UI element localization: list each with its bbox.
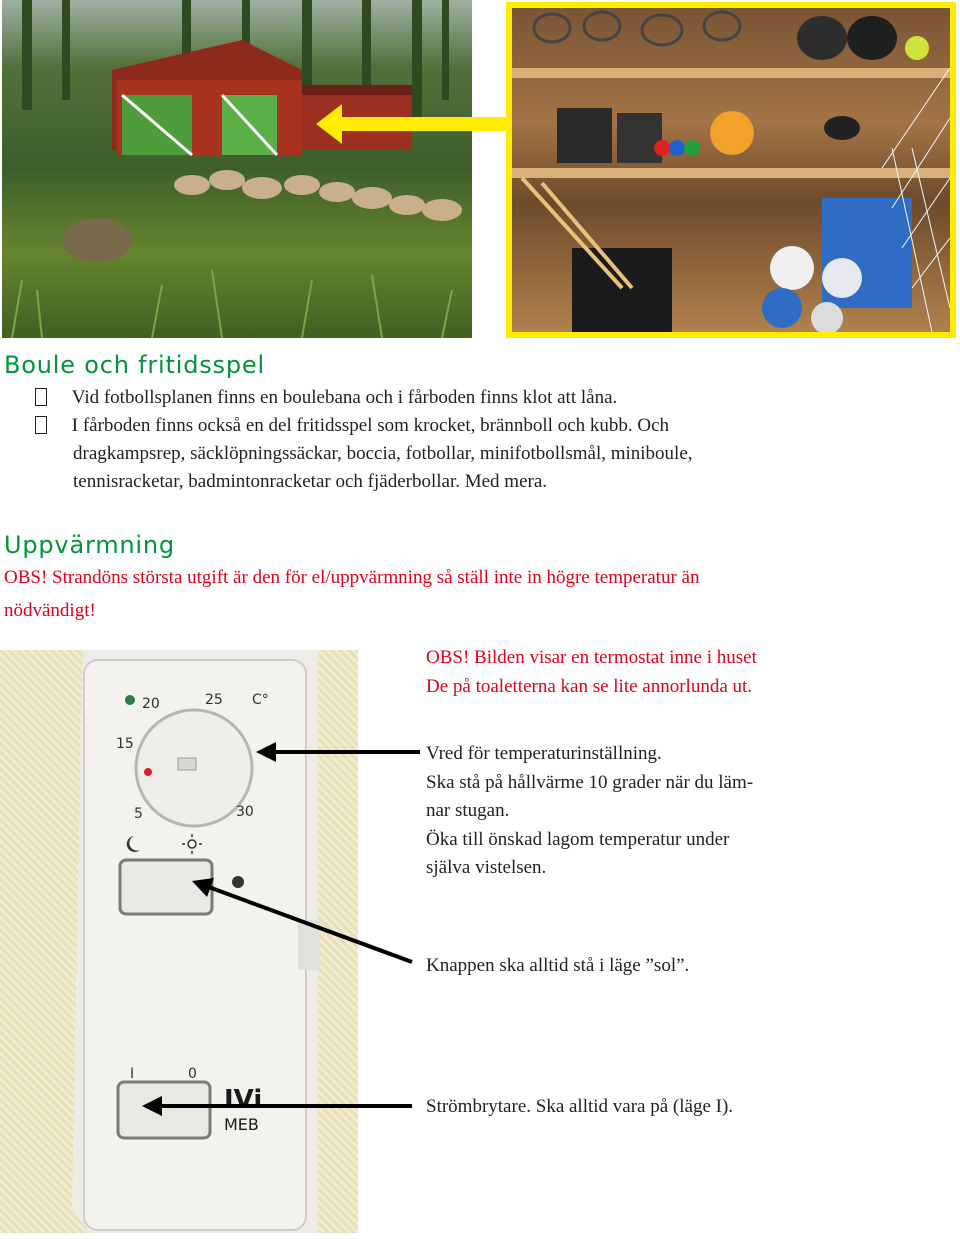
bullet-continuation: dragkampsrep, säcklöpningssäckar, boccia, fotbollar, minifotbollsmål, miniboule, (73, 443, 693, 464)
obs-note-line: De på toaletterna kan se lite annorlunda ut. (426, 676, 753, 697)
sun-button-annotation: Knappen ska alltid stå i läge ”sol”. (426, 955, 690, 976)
obs-note-line: OBS! Bilden visar en termostat inne i huset (426, 647, 757, 668)
power-switch-annotation: Strömbrytare. Ska alltid vara på (läge I). (426, 1096, 734, 1117)
brand-name: MEB (224, 1115, 259, 1134)
scale-label-5: 5 (134, 806, 143, 822)
heating-warning-line: OBS! Strandöns största utgift är den för el/uppvärmning så ställ inte in högre temperatur än (4, 567, 700, 588)
brand-logo: IVi (224, 1085, 263, 1115)
bullet-continuation: tennisracketar, badmintonracketar och fjäderbollar. Med mera. (73, 471, 548, 492)
dial-annotation-line: nar stugan. (426, 800, 510, 822)
dial-arrow (256, 742, 420, 762)
unit-label: C° (252, 692, 269, 708)
scale-label-15: 15 (116, 736, 134, 752)
scale-label-25: 25 (205, 692, 223, 708)
scale-label-20: 20 (142, 696, 160, 712)
sun-button-arrow (192, 878, 412, 962)
heating-warning-line: nödvändigt! (4, 600, 96, 621)
power-switch-arrow (142, 1096, 412, 1116)
dial-annotation-line: Öka till önskad lagom temperatur under (426, 828, 730, 850)
switch-label-on: I (130, 1066, 135, 1082)
bullet-text: I fårboden finns också en del fritidsspel som krocket, brännboll och kubb. Och (71, 415, 670, 436)
switch-label-off: 0 (188, 1066, 197, 1082)
scale-label-30: 30 (236, 804, 254, 820)
dial-annotation-line: själva vistelsen. (426, 857, 547, 879)
heating-heading: Uppvärmning (4, 531, 175, 559)
bullet-text: Vid fotbollsplanen finns en boulebana och i fårboden finns klot att låna. (71, 387, 618, 408)
dial-annotation-line: Vred för temperaturinställning. (426, 743, 662, 764)
boule-heading: Boule och fritidsspel (4, 351, 265, 379)
dial-annotation-line: Ska stå på hållvärme 10 grader när du läm- (426, 771, 754, 793)
